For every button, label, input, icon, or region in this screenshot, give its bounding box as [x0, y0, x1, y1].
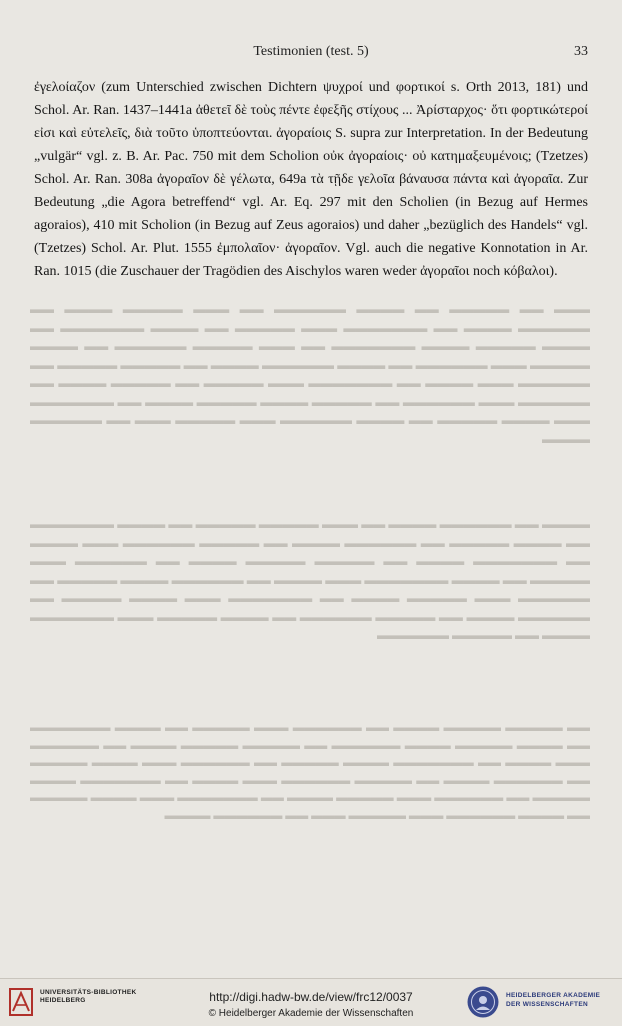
running-header	[34, 44, 588, 64]
page-number: 33	[574, 44, 588, 59]
commentary-paragraph: ἐγελοίαζον (zum Unterschied zwischen Dichtern ψυχροί und φορτικοί s. Orth 2013, 181) und Schol. Ar. Ran. 1437–1441a ἀθετεῖ δὲ τοὺς πέντε ἐφεξῆς στίχους ... Ἀρίσταρχος· ὅτι φορτικώτεροί εἰσι καὶ εὐτελεῖς, διὰ τοῦτο ὑποπτεύονται. ἀγοραίοις S. supra zur Interpretation. In der Bedeutung „vulgär“ vgl. z. B. Ar. Pac. 750 mit dem Scholion οὐκ ἀγοραίοις· οὐ κατημαξευμένοις; (Tzetzes) Schol. Ar. Ran. 308a ἀγοραῖον δὲ γέλωτα, 649a τὰ τῇδε γελοῖα βάναυσα πάντα καὶ ἀγοραῖα. Zur Bedeutung „die Agora betreffend“ vgl. Ar. Eq. 297 mit den Scholien (in Bezug auf Hermes agoraios), 410 mit Scholion (in Bezug auf Zeus agoraios) und daher „bezüglich des Handels“ vgl. (Tzetzes) Schol. Ar. Plut. 1555 ἐμπολαῖον· ἀγοραῖον. Vgl. auch die negative Konnotation in Ar. Ran. 1015 (die Zuschauer der Tragödien des Aischylos waren weder ἀγοραῖοι noch κόβαλοι).	[34, 80, 588, 279]
running-title: Testimonien (test. 5)	[253, 44, 369, 59]
library-logo-text: UNIVERSITÄTS-BIBLIOTHEK HEIDELBERG	[40, 989, 137, 1004]
body-text	[34, 76, 588, 283]
academy-logo[interactable]	[466, 985, 614, 1021]
copyright-notice: © Heidelberger Akademie der Wissenschaften	[208, 1008, 414, 1019]
bleed-through-upper: ▬▬▬ ▬▬ ▬▬▬▬▬ ▬▬ ▬▬▬▬ ▬▬▬▬▬▬ ▬▬ ▬▬▬ ▬▬▬▬▬ ▬▬▬▬ ▬▬ ▬▬▬▬▬▬ ▬▬▬▬ ▬▬ ▬▬▬▬▬▬▬ ▬▬▬ ▬▬▬▬▬ ▬▬ ▬▬▬▬ ▬▬▬▬▬▬▬ ▬▬ ▬▬▬▬ ▬▬▬▬▬ ▬▬▬▬ ▬▬▬▬▬▬▬ ▬▬ ▬▬▬ ▬▬▬▬▬ ▬▬▬▬▬▬ ▬▬ ▬▬▬▬ ▬▬▬▬▬ ▬▬▬ ▬▬▬▬▬▬ ▬▬ ▬▬▬▬ ▬▬▬▬▬▬ ▬▬▬▬ ▬▬ ▬▬▬▬▬ ▬▬▬▬▬ ▬▬ ▬▬▬▬▬▬ ▬▬▬ ▬▬▬▬ ▬▬ ▬▬▬▬▬▬▬ ▬▬▬ ▬▬▬▬▬ ▬▬ ▬▬▬▬▬ ▬▬▬▬ ▬▬ ▬▬▬▬▬▬ ▬▬▬ ▬▬▬▬▬▬ ▬▬ ▬▬▬▬▬ ▬▬▬▬ ▬▬▬▬▬ ▬▬▬▬ ▬▬ ▬▬▬▬▬▬▬ ▬▬▬ ▬▬▬▬ ▬▬▬▬▬ ▬▬ ▬▬▬▬ ▬▬▬▬▬▬ ▬▬▬ ▬▬▬▬▬ ▬▬▬ ▬▬ ▬▬▬▬▬▬ ▬▬▬▬	[30, 302, 590, 446]
permalink-url[interactable]: http://digi.hadw-bw.de/view/frc12/0037	[209, 990, 413, 1004]
viewer-footer	[0, 978, 622, 1026]
bleed-through-middle: ▬▬▬▬ ▬▬ ▬▬▬▬▬▬ ▬▬▬▬ ▬▬ ▬▬▬ ▬▬▬▬▬ ▬▬▬▬▬ ▬▬ ▬▬▬▬ ▬▬▬▬▬▬▬ ▬▬ ▬▬▬▬ ▬▬▬▬▬ ▬▬ ▬▬▬▬▬▬ ▬▬▬▬ ▬▬ ▬▬▬▬▬ ▬▬▬▬▬▬ ▬▬▬ ▬▬▬▬ ▬▬ ▬▬▬▬▬▬▬ ▬▬▬▬ ▬▬ ▬▬▬▬▬ ▬▬▬▬▬ ▬▬▬▬ ▬▬ ▬▬▬▬▬▬ ▬▬▬ ▬▬▬▬▬ ▬▬ ▬▬▬▬ ▬▬▬▬▬▬▬ ▬▬▬ ▬▬▬▬ ▬▬ ▬▬▬▬▬▬ ▬▬▬▬ ▬▬▬▬▬ ▬▬ ▬▬▬▬▬▬ ▬▬▬ ▬▬▬▬▬ ▬▬▬▬ ▬▬ ▬▬▬▬▬▬▬ ▬▬▬ ▬▬▬▬ ▬▬▬▬▬ ▬▬ ▬▬▬▬▬▬ ▬▬▬▬ ▬▬ ▬▬▬▬▬ ▬▬▬▬▬▬ ▬▬ ▬▬▬▬ ▬▬▬▬▬ ▬▬▬ ▬▬▬▬▬▬▬ ▬▬▬▬ ▬▬ ▬▬▬▬▬ ▬▬▬▬▬▬	[30, 517, 590, 642]
academy-seal-icon	[466, 985, 500, 1019]
academy-logo-text: HEIDELBERGER AKADEMIE DER WISSENSCHAFTEN	[506, 992, 601, 1008]
bleed-through-lower: ▬▬ ▬▬▬▬▬ ▬▬▬▬▬ ▬▬▬▬ ▬▬ ▬▬▬▬▬▬ ▬▬▬ ▬▬▬▬▬ ▬▬ ▬▬▬▬ ▬▬▬▬▬▬▬ ▬▬ ▬▬▬▬ ▬▬▬▬▬ ▬▬▬▬ ▬▬▬▬▬▬ ▬▬ ▬▬▬▬▬ ▬▬▬▬▬ ▬▬▬▬ ▬▬ ▬▬▬▬▬▬ ▬▬▬ ▬▬▬▬ ▬▬ ▬▬▬▬▬▬▬ ▬▬▬▬ ▬▬▬▬▬ ▬▬ ▬▬▬▬▬▬ ▬▬▬ ▬▬▬▬ ▬▬▬▬▬ ▬▬ ▬▬▬▬▬▬ ▬▬▬▬ ▬▬ ▬▬▬▬▬ ▬▬▬▬▬▬ ▬▬▬ ▬▬▬▬ ▬▬ ▬▬▬▬▬▬▬ ▬▬▬▬ ▬▬▬▬▬ ▬▬ ▬▬▬▬▬▬ ▬▬▬ ▬▬▬▬▬ ▬▬▬▬ ▬▬ ▬▬▬▬▬▬▬ ▬▬▬ ▬▬▬▬ ▬▬▬▬▬ ▬▬ ▬▬▬▬ ▬▬▬▬▬▬ ▬▬▬ ▬▬▬▬▬ ▬▬▬ ▬▬ ▬▬▬▬▬▬ ▬▬▬▬	[30, 722, 590, 822]
